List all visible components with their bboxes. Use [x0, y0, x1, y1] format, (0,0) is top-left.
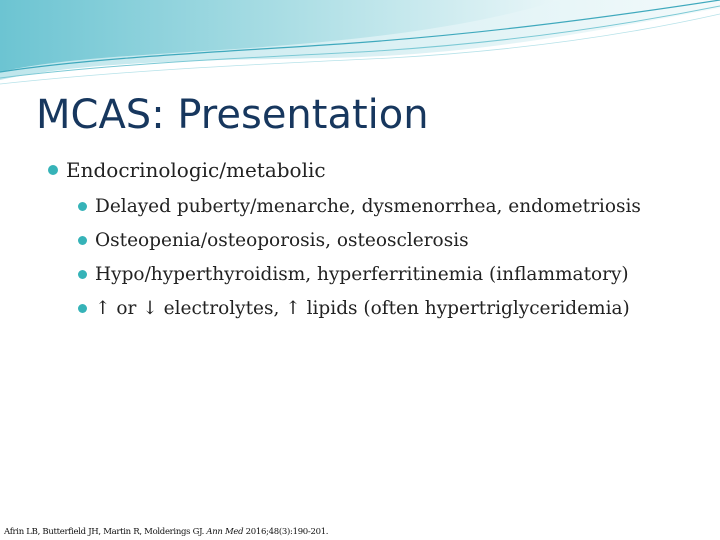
main-bullet [48, 158, 326, 182]
citation-volume: 2016;48(3):190-201. [245, 527, 329, 537]
bullet-dot-icon [78, 304, 87, 313]
main-bullet-text: Endocrinologic/metabolic [66, 158, 326, 182]
sub-bullet [78, 196, 641, 217]
bullet-dot-icon [78, 270, 87, 279]
bullet-dot-icon [78, 236, 87, 245]
bullet-dot-icon [48, 165, 58, 175]
citation [4, 527, 328, 537]
sub-bullet-text: Delayed puberty/menarche, dysmenorrhea, endometriosis [95, 196, 641, 217]
sub-bullet [78, 298, 630, 319]
bullet-dot-icon [78, 202, 87, 211]
citation-authors: Afrin LB, Butterfield JH, Martin R, Molderings GJ. [4, 527, 204, 537]
sub-bullet-text: Hypo/hyperthyroidism, hyperferritinemia (inflammatory) [95, 264, 629, 285]
sub-bullet-text: ↑ or ↓ electrolytes, ↑ lipids (often hypertriglyceridemia) [95, 298, 630, 319]
sub-bullet [78, 230, 469, 251]
header-wave-decoration [0, 0, 720, 90]
slide-title: MCAS: Presentation [36, 92, 429, 138]
sub-bullet-text: Osteopenia/osteoporosis, osteosclerosis [95, 230, 469, 251]
citation-journal: Ann Med [206, 527, 244, 537]
sub-bullet [78, 264, 629, 285]
